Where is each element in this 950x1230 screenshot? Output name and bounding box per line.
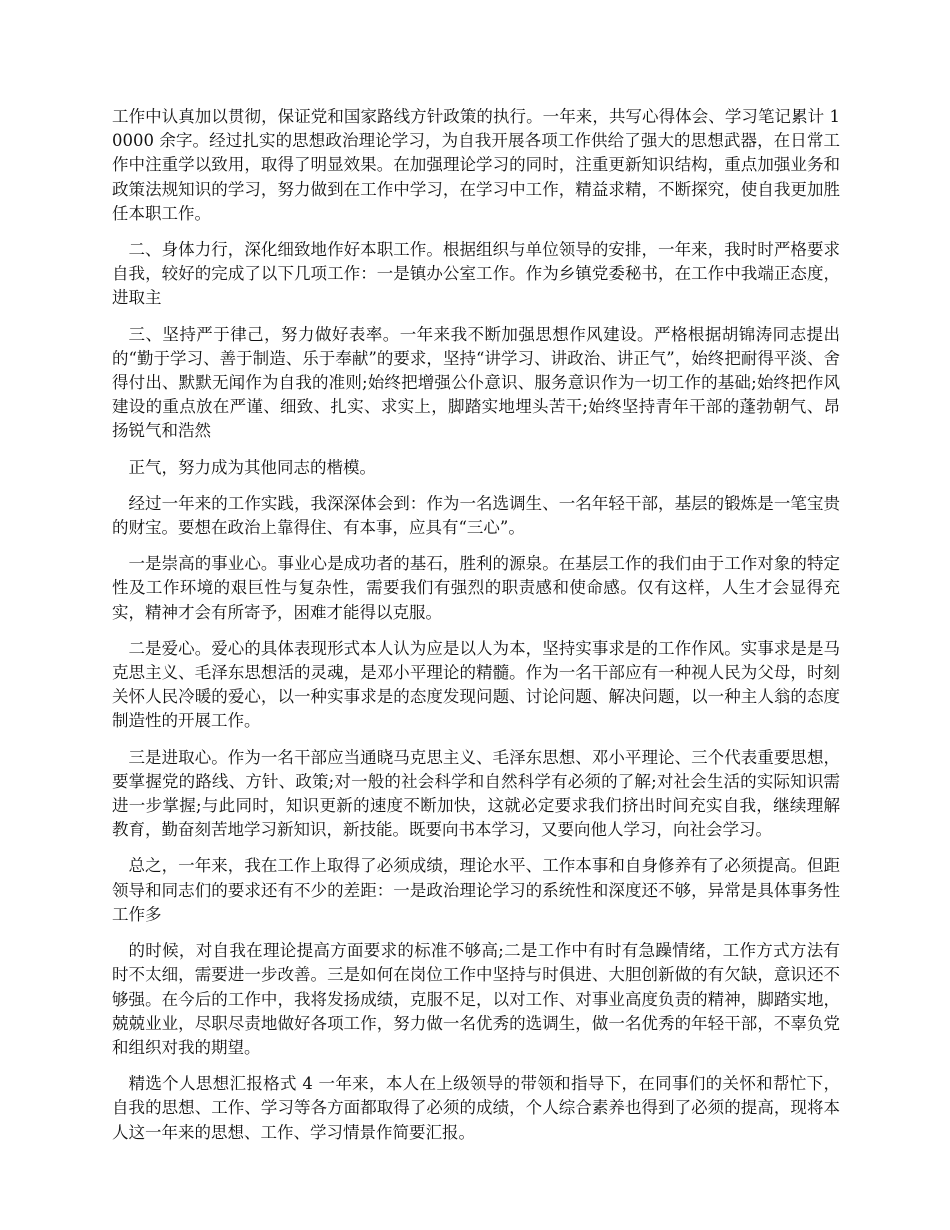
paragraph-3: 三、坚持严于律己，努力做好表率。一年来我不断加强思想作风建设。严格根据胡锦涛同志提出的“勤于学习、善于制造、乐于奉献”的要求，坚持“讲学习、讲政治、讲正气”，始终把耐得平淡、舍得付出、默默无闻作为自我的准则;始终把增强公仆意识、服务意识作为一切工作的基础;始终把作风建设的重点放在严谨、细致、扎实、求实上，脚踏实地埋头苦干;始终坚持青年干部的蓬勃朝气、昂扬锐气和浩然 (112, 324, 840, 441)
paragraph-4: 正气，努力成为其他同志的楷模。 (128, 457, 376, 477)
paragraph-6: 一是崇高的事业心。事业心是成功者的基石，胜利的源泉。在基层工作的我们由于工作对象的特定性及工作环境的艰巨性与复杂性，需要我们有强烈的职责感和使命感。仅有这样，人生才会显得充实，精神才会有所寄予，困难才能得以克服。 (112, 554, 840, 622)
paragraph-9: 总之，一年来，我在工作上取得了必须成绩，理论水平、工作本事和自身修养有了必须提高。但距领导和同志们的要求还有不少的差距：一是政治理论学习的系统性和深度还不够，异常是具体事务性工作多 (112, 856, 840, 924)
paragraph-5: 经过一年来的工作实践，我深深体会到：作为一名选调生、一名年轻干部，基层的锻炼是一笔宝贵的财宝。要想在政治上靠得住、有本事，应具有“三心”。 (112, 493, 840, 538)
paragraph-2: 二、身体力行，深化细致地作好本职工作。根据组织与单位领导的安排，一年来，我时时严格要求自我，较好的完成了以下几项工作：一是镇办公室工作。作为乡镇党委秘书，在工作中我端正态度，进取主 (112, 240, 840, 308)
paragraph-1: 工作中认真加以贯彻，保证党和国家路线方针政策的执行。一年来，共写心得体会、学习笔记累计 10000 余字。经过扎实的思想政治理论学习，为自我开展各项工作供给了强大的思想武器，在日常工作中注重学以致用，取得了明显效果。在加强理论学习的同时，注重更新知识结构，重点加强业务和政策法规知识的学习，努力做到在工作中学习，在学习中工作，精益求精，不断探究，使自我更加胜任本职工作。 (112, 107, 840, 223)
document-body (112, 105, 840, 1157)
paragraph-7: 二是爱心。爱心的具体表现形式本人认为应是以人为本，坚持实事求是的工作作风。实事求是是马克思主义、毛泽东思想活的灵魂，是邓小平理论的精髓。作为一名干部应有一种视人民为父母，时刻关怀人民冷暖的爱心，以一种实事求是的态度发现问题、讨论问题、解决问题，以一种主人翁的态度制造性的开展工作。 (112, 638, 840, 731)
paragraph-10: 的时候，对自我在理论提高方面要求的标准不够高;二是工作中有时有急躁情绪，工作方式方法有时不太细，需要进一步改善。三是如何在岗位工作中坚持与时俱进、大胆创新做的有欠缺，意识还不够强。在今后的工作中，我将发扬成绩，克服不足，以对工作、对事业高度负责的精神，脚踏实地，兢兢业业，尽职尽责地做好各项工作，努力做一名优秀的选调生，做一名优秀的年轻干部，不辜负党和组织对我的期望。 (112, 941, 840, 1057)
paragraph-8: 三是进取心。作为一名干部应当通晓马克思主义、毛泽东思想、邓小平理论、三个代表重要思想，要掌握党的路线、方针、政策;对一般的社会科学和自然科学有必须的了解;对社会生活的实际知识需进一步掌握;与此同时，知识更新的速度不断加快，这就必定要求我们挤出时间充实自我，继续理解教育，勤奋刻苦地学习新知识，新技能。既要向书本学习，又要向他人学习，向社会学习。 (112, 747, 840, 840)
paragraph-11: 精选个人思想汇报格式 4 一年来，本人在上级领导的带领和指导下，在同事们的关怀和帮忙下，自我的思想、工作、学习等各方面都取得了必须的成绩，个人综合素养也得到了必须的提高，现将本人这一年来的思想、工作、学习情景作简要汇报。 (112, 1074, 840, 1142)
